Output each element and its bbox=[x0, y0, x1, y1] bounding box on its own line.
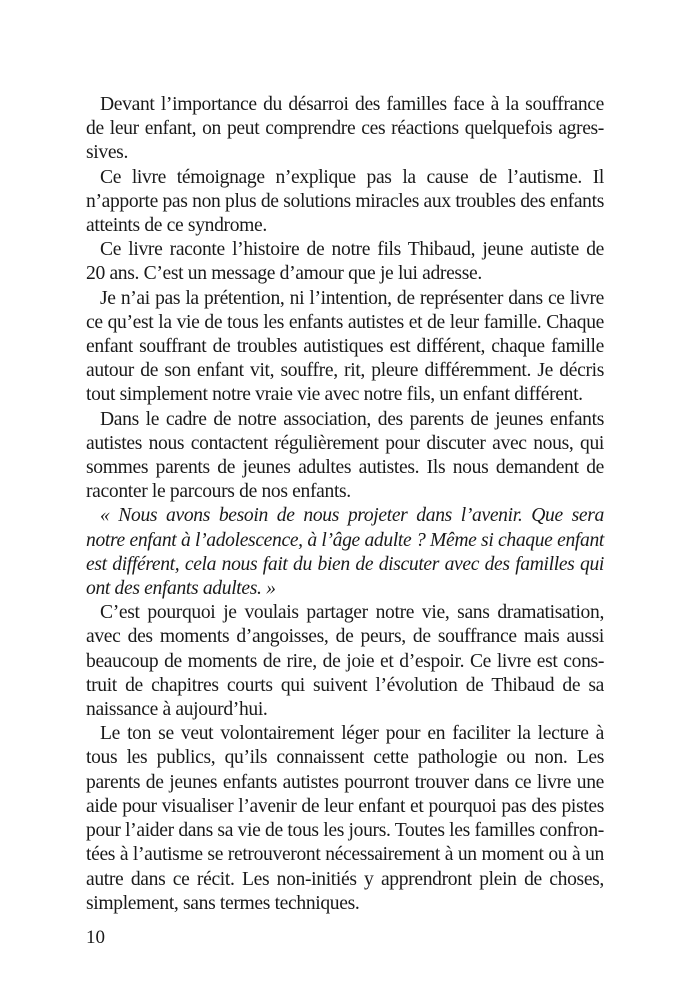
text-line: aide pour visualiser l’avenir de leur enfant et pourquoi pas des pistes bbox=[86, 795, 604, 817]
text-line: tout simplement notre vraie vie avec notre fils, un enfant différent. bbox=[86, 384, 583, 406]
page-number: 10 bbox=[86, 927, 105, 948]
text-line: beaucoup de moments de rire, de joie et d’espoir. Ce livre est cons- bbox=[86, 650, 604, 672]
paragraph-3 bbox=[86, 238, 604, 286]
text-line: autistes nous contactent régulièrement pour discuter avec nous, qui bbox=[86, 432, 604, 454]
quote-paragraph bbox=[86, 504, 604, 601]
text-line: « Nous avons besoin de nous projeter dans l’avenir. Que sera bbox=[100, 505, 604, 527]
text-line: tous les publics, qu’ils connaissent cette pathologie ou non. Les bbox=[86, 747, 604, 769]
text-line: Ce livre témoignage n’explique pas la cause de l’autisme. Il bbox=[100, 166, 604, 188]
text-line: raconter le parcours de nos enfants. bbox=[86, 481, 351, 503]
text-line: notre enfant à l’adolescence, à l’âge adulte ? Même si chaque enfant bbox=[86, 529, 604, 551]
text-line: autre dans ce récit. Les non-initiés y apprendront plein de choses, bbox=[86, 868, 604, 890]
text-line: tées à l’autisme se retrouveront nécessairement à un moment ou à un bbox=[86, 844, 604, 866]
paragraph-8 bbox=[86, 722, 604, 916]
text-line: n’apporte pas non plus de solutions miracles aux troubles des enfants bbox=[86, 190, 604, 212]
text-line: 20 ans. C’est un message d’amour que je lui adresse. bbox=[86, 263, 482, 285]
text-line: pour l’aider dans sa vie de tous les jours. Toutes les familles confron- bbox=[86, 820, 604, 842]
text-line: enfant souffrant de troubles autistiques est différent, chaque famille bbox=[86, 336, 604, 358]
text-line: naissance à aujourd’hui. bbox=[86, 699, 268, 721]
body-text bbox=[86, 93, 604, 916]
text-line: Le ton se veut volontairement léger pour en faciliter la lecture à bbox=[100, 723, 604, 745]
paragraph-1 bbox=[86, 93, 604, 166]
text-line: C’est pourquoi je voulais partager notre vie, sans dramatisation, bbox=[100, 602, 604, 624]
text-line: est différent, cela nous fait du bien de discuter avec des familles qui bbox=[86, 553, 604, 575]
text-line: autour de son enfant vit, souffre, rit, pleure différemment. Je décris bbox=[86, 360, 604, 382]
text-line: simplement, sans termes techniques. bbox=[86, 892, 360, 914]
text-line: Dans le cadre de notre association, des parents de jeunes enfants bbox=[100, 408, 604, 430]
paragraph-5 bbox=[86, 408, 604, 505]
text-line: atteints de ce syndrome. bbox=[86, 215, 267, 237]
text-line: de leur enfant, on peut comprendre ces réactions quelquefois agres- bbox=[86, 118, 604, 140]
text-line: parents de jeunes enfants autistes pourront trouver dans ce livre une bbox=[86, 771, 604, 793]
paragraph-2 bbox=[86, 166, 604, 239]
paragraph-4 bbox=[86, 287, 604, 408]
text-line: Devant l’importance du désarroi des familles face à la souffrance bbox=[100, 94, 604, 115]
text-line: truit de chapitres courts qui suivent l’évolution de Thibaud de sa bbox=[86, 674, 604, 696]
text-line: ont des enfants adultes. » bbox=[86, 578, 276, 600]
text-line: Je n’ai pas la prétention, ni l’intention, de représenter dans ce livre bbox=[100, 287, 604, 309]
text-line: avec des moments d’angoisses, de peurs, de souffrance mais aussi bbox=[86, 626, 604, 648]
text-line: Ce livre raconte l’histoire de notre fils Thibaud, jeune autiste de bbox=[100, 239, 604, 261]
text-line: sommes parents de jeunes adultes autistes. Ils nous demandent de bbox=[86, 457, 604, 479]
text-line: sives. bbox=[86, 142, 128, 164]
paragraph-7 bbox=[86, 601, 604, 722]
text-line: ce qu’est la vie de tous les enfants autistes et de leur famille. Chaque bbox=[86, 311, 604, 333]
